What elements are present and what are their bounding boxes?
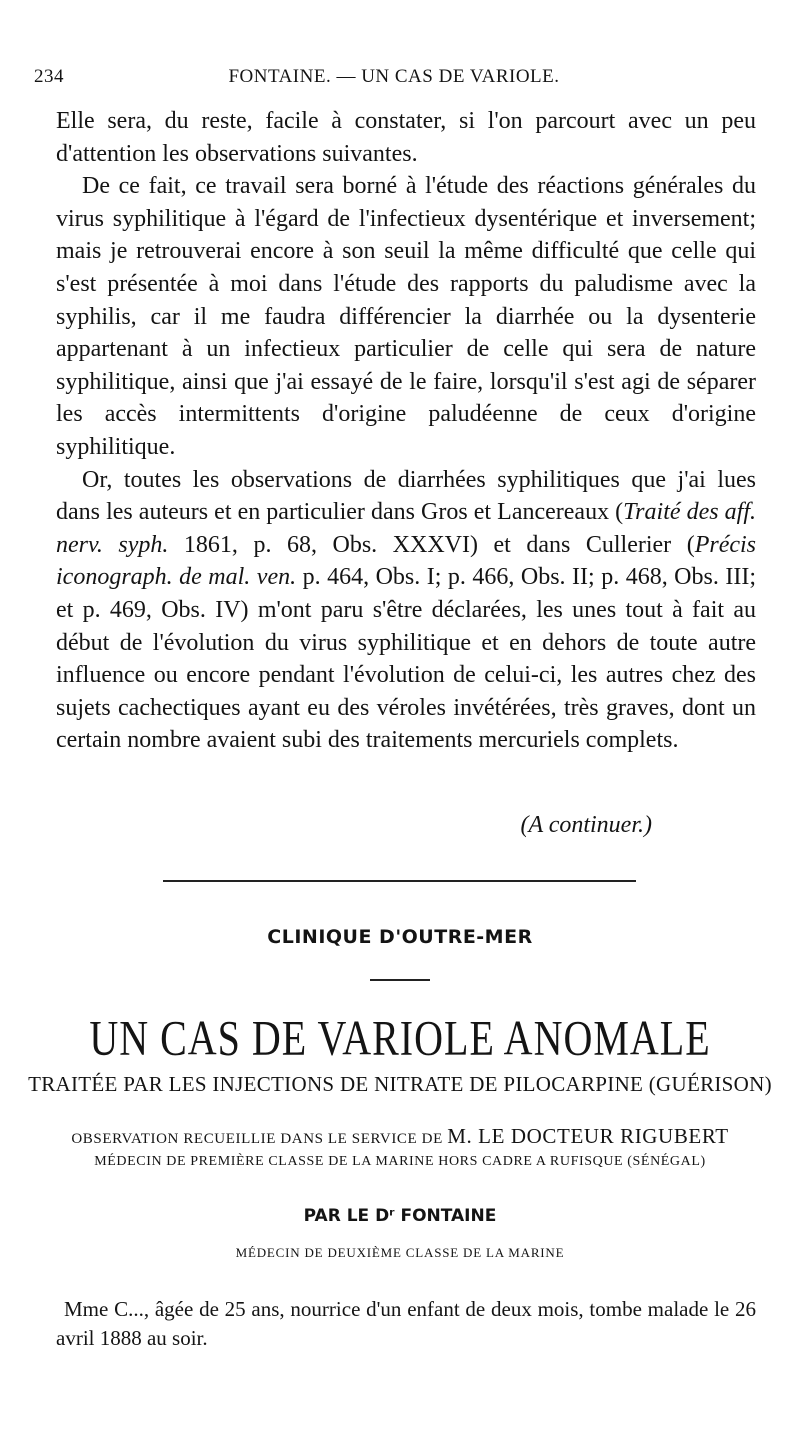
paragraph-3-text-a: Or, toutes les observations de diarrhées syphilitiques que j'ai lues dans les auteurs et en particulier dans Gros et Lancereaux ( [56, 466, 756, 526]
section-divider [163, 880, 636, 882]
observation-affiliation: MÉDECIN DE PREMIÈRE CLASSE DE LA MARINE HORS CADRE A RUFISQUE (SÉNÉGAL) [94, 1154, 706, 1169]
section-heading: CLINIQUE D'OUTRE-MER [267, 926, 533, 948]
reference-gros-lancereaux: Traité des aff. nerv. syph. [56, 499, 756, 558]
heading-dash [370, 979, 430, 981]
observation-credit [0, 1124, 800, 1149]
paragraph-1: Elle sera, du reste, facile à constater, si l'on parcourt avec un peu d'attention les observations suivantes. [56, 108, 756, 167]
author-byline: PAR LE Dʳ FONTAINE [303, 1206, 497, 1226]
reference-cullerier: Précis iconograph. de mal. ven. [56, 531, 757, 591]
article-subtitle: TRAITÉE PAR LES INJECTIONS DE NITRATE DE PILOCARPINE (GUÉRISON) [28, 1072, 772, 1096]
paragraph-3-text-c: p. 464, Obs. I; p. 466, Obs. II; p. 468, Obs. III; et p. 469, Obs. IV) m'ont paru s'être déclarées, les unes tout à fait au début de l'évolution du virus syphilitique et en dehors de toute autre influence ou encore pendant l'évolution de celui-ci, les autres chez des sujets cachectiques ayant eu des véroles invétérées, très graves, dont un certain nombre avaient subi des traitements mercuriels complets. [56, 564, 756, 754]
paragraph-2: De ce fait, ce travail sera borné à l'étude des réactions générales du virus syphilitique à l'égard de l'infectieux dysentérique et inversement; mais je retrouverai encore à son seuil la même difficulté que celle qui s'est présentée à moi dans l'étude des rapports du paludisme avec la syphilis, car il me faudra différencier la diarrhée ou la dysenterie appartenant à un infectieux particulier de celle qui sera de nature syphilitique, ainsi que j'ai essayé de le faire, lorsqu'il s'est agi de séparer les accès intermittents d'origine paludéenne de ceux d'origine syphilitique. [56, 173, 756, 460]
body-text [56, 105, 756, 757]
page-number: 234 [34, 66, 64, 87]
paragraph-3-text-b: 1861, p. 68, Obs. XXXVI) et dans Cullerier ( [168, 531, 695, 558]
article-title: UN CAS DE VARIOLE ANOMALE [89, 1009, 711, 1066]
running-head-title: FONTAINE. — UN CAS DE VARIOLE. [228, 66, 560, 87]
observation-name: M. LE DOCTEUR RIGUBERT [447, 1124, 729, 1148]
author-affiliation: MÉDECIN DE DEUXIÈME CLASSE DE LA MARINE [235, 1245, 565, 1260]
paragraph-3 [56, 464, 756, 757]
to-be-continued: (A continuer.) [520, 812, 652, 838]
article-opening-paragraph: Mme C..., âgée de 25 ans, nourrice d'un enfant de deux mois, tombe malade le 26 avril 1888 au soir. [56, 1297, 756, 1350]
observation-prefix: OBSERVATION RECUEILLIE DANS LE SERVICE DE [71, 1131, 443, 1147]
